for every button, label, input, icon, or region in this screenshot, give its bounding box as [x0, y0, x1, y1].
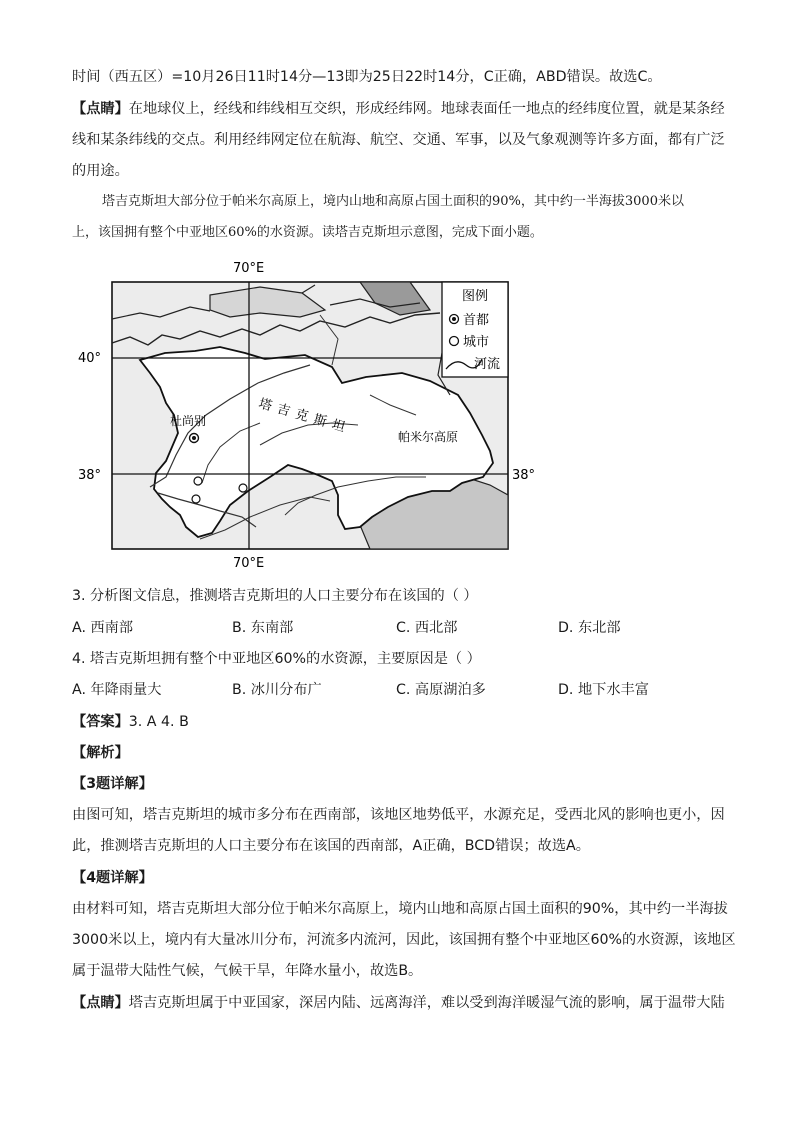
- lon-label-bottom: 70°E: [233, 556, 265, 571]
- legend-city-icon: [450, 337, 459, 346]
- tip-tag: 【点睛】: [72, 101, 129, 117]
- tip-tag: 【点睛】: [72, 995, 129, 1011]
- text-line: 在地球仪上，经线和纬线相互交织，形成经纬网。地球表面任一地点的经纬度位置，就是某条经: [128, 101, 725, 117]
- material-line: 上，该国拥有整个中亚地区60%的水资源。读塔吉克斯坦示意图，完成下面小题。: [72, 225, 543, 240]
- q3-option-a: A. 西南部: [72, 620, 134, 636]
- answer-text: 3. A 4. B: [128, 714, 189, 730]
- answer-line: [72, 711, 724, 733]
- analysis-tag: 【解析】: [72, 745, 129, 761]
- capital-marker-dot: [192, 436, 196, 440]
- city-marker: [239, 484, 247, 492]
- legend-river-label: 河流: [474, 357, 501, 372]
- capital-label: 杜尚别: [170, 414, 207, 428]
- q3-option-b: B. 东南部: [232, 620, 294, 636]
- legend-capital-label: 首都: [463, 313, 490, 328]
- text-line: 线和某条纬线的交点。利用经纬网定位在航海、航空、交通、军事，以及气象观测等许多方面，都有广泛: [72, 132, 725, 148]
- detail-4-line: 属于温带大陆性气候，气候干旱，年降水量小，故选B。: [72, 963, 423, 979]
- lon-label-top: 70°E: [233, 261, 265, 276]
- lat-label-38-left: 38°: [78, 468, 102, 483]
- lat-label-38-right: 38°: [512, 468, 536, 483]
- text-line: 的用途。: [72, 163, 129, 179]
- text-line: 塔吉克斯坦属于中亚国家，深居内陆、远离海洋，难以受到海洋暖湿气流的影响，属于温带大陆: [128, 995, 725, 1011]
- city-marker: [194, 477, 202, 485]
- detail-3-line: 此，推测塔吉克斯坦的人口主要分布在该国的西南部，A正确，BCD错误；故选A。: [72, 838, 590, 854]
- legend-title: 图例: [462, 289, 489, 304]
- q4-option-b: B. 冰川分布广: [232, 682, 322, 698]
- text-line: 时间（西五区）=10月26日11时14分—13即为25日22时14分，C正确，ABD错误。故选C。: [72, 69, 662, 85]
- plateau-label: 帕米尔高原: [398, 430, 459, 444]
- q4-option-c: C. 高原湖泊多: [396, 682, 486, 698]
- q3-option-c: C. 西北部: [396, 620, 458, 636]
- detail-3-line: 由图可知，塔吉克斯坦的城市多分布在西南部，该地区地势低平，水源充足，受西北风的影响也更小，因: [72, 807, 725, 823]
- detail-4-line: 由材料可知，塔吉克斯坦大部分位于帕米尔高原上，境内山地和高原占国土面积的90%，其中约一半海拔: [72, 901, 728, 917]
- city-marker: [192, 495, 200, 503]
- material-line: 塔吉克斯坦大部分位于帕米尔高原上，境内山地和高原占国土面积的90%，其中约一半海拔3000米以: [102, 194, 684, 209]
- country-label: 塔吉克斯坦: [256, 396, 353, 438]
- tip-paragraph: [72, 98, 724, 120]
- q4-option-a: A. 年降雨量大: [72, 682, 162, 698]
- detail-3-tag: 【3题详解】: [72, 776, 153, 792]
- question-3-stem: 3. 分析图文信息，推测塔吉克斯坦的人口主要分布在该国的（ ）: [72, 588, 478, 604]
- q4-option-d: D. 地下水丰富: [558, 682, 649, 698]
- last-tip-paragraph: [72, 992, 724, 1014]
- tajikistan-map: [70, 255, 550, 575]
- detail-4-line: 3000米以上，境内有大量冰川分布，河流多内流河，因此，该国拥有整个中亚地区60%的水资源，该地区: [72, 932, 736, 948]
- legend-city-label: 城市: [463, 335, 490, 350]
- answer-tag: 【答案】: [72, 714, 129, 730]
- detail-4-tag: 【4题详解】: [72, 870, 153, 886]
- lat-label-40: 40°: [78, 351, 102, 366]
- q3-option-d: D. 东北部: [558, 620, 621, 636]
- question-4-stem: 4. 塔吉克斯坦拥有整个中亚地区60%的水资源，主要原因是（ ）: [72, 651, 481, 667]
- legend-capital-icon-dot: [452, 317, 456, 321]
